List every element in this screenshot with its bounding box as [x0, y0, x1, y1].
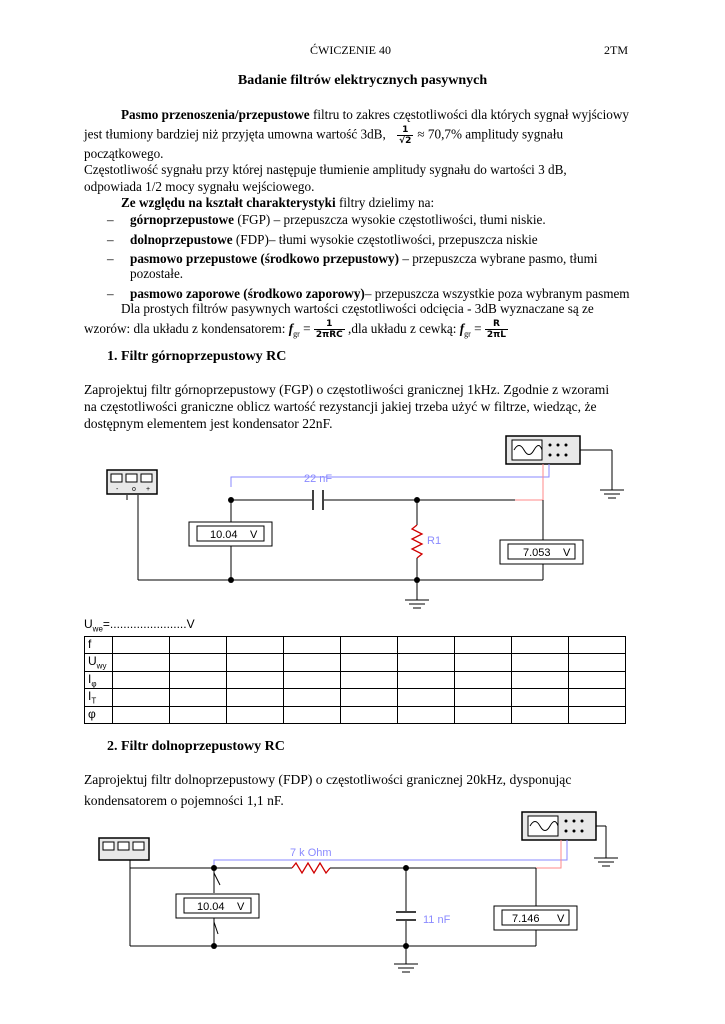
- formula-line-1: Dla prostych filtrów pasywnych wartości częstotliwości odcięcia - 3dB wyznaczane są ze: [121, 301, 594, 316]
- table-cell[interactable]: [398, 654, 455, 671]
- table-row-label: φ: [85, 706, 113, 723]
- table-row: [85, 637, 626, 654]
- table-row-label: $U_{wy}$: [85, 654, 113, 671]
- list-dash: –: [107, 212, 114, 227]
- table-cell[interactable]: [227, 706, 284, 723]
- list-item-rest: (FDP)– tłumi wysokie częstotliwości, przepuszcza niskie: [232, 232, 538, 247]
- meter-out-unit: V: [557, 913, 565, 925]
- intro-line-2a: jest tłumiony bardziej niż przyjęta umowna wartość 3dB,: [84, 126, 386, 142]
- intro-line-2b: ≈ 70,7% amplitudy sygnału: [417, 126, 564, 142]
- intro-line-1: [121, 107, 629, 123]
- table-cell[interactable]: [113, 654, 170, 671]
- list-dash: –: [107, 232, 114, 247]
- table-cell[interactable]: [341, 706, 398, 723]
- list-item-bold: dolnoprzepustowe: [130, 232, 233, 247]
- svg-text:+: +: [146, 486, 151, 493]
- table-cell[interactable]: [113, 671, 170, 688]
- table-row: [85, 654, 626, 671]
- table-cell[interactable]: [170, 671, 227, 688]
- list-dash: –: [107, 251, 114, 266]
- list-item: [107, 212, 647, 228]
- table-cell[interactable]: [227, 637, 284, 654]
- table-row: [85, 689, 626, 706]
- input-voltmeter: [189, 522, 272, 546]
- meter-in-value: 10.04: [210, 529, 238, 541]
- one-over-sqrt2-fraction: [397, 125, 413, 146]
- cap-den: 2πRC: [315, 330, 343, 341]
- section-2-heading: 2. Filtr dolnoprzepustowy RC: [107, 739, 285, 754]
- list-item-rest: (FGP) – przepuszcza wysokie częstotliwości, tłumi niskie.: [234, 212, 546, 227]
- table-cell[interactable]: [455, 671, 512, 688]
- table-cell[interactable]: [170, 654, 227, 671]
- resistor-label: 7 k Ohm: [290, 847, 332, 859]
- table-cell[interactable]: [284, 689, 341, 706]
- table-cell[interactable]: [455, 706, 512, 723]
- page-title: Badanie filtrów elektrycznych pasywnych: [237, 73, 488, 88]
- list-item-bold: pasmowo zaporowe (środkowo zaporowy): [130, 286, 365, 301]
- formula-line-2: [84, 318, 508, 346]
- table-cell[interactable]: [341, 637, 398, 654]
- passband-term: Pasmo przenoszenia/przepustowe: [121, 107, 310, 122]
- table-cell[interactable]: [170, 706, 227, 723]
- uwe-sub: we: [92, 624, 103, 634]
- svg-text:o: o: [132, 486, 136, 493]
- input-voltage-line: [84, 617, 195, 633]
- table-cell[interactable]: [512, 654, 569, 671]
- list-item: [107, 251, 647, 267]
- uwe-label: U: [84, 617, 93, 631]
- ind-den: 2πL: [486, 330, 506, 341]
- meter-in-unit: V: [250, 529, 258, 541]
- list-item-rest: – przepuszcza wszystkie poza wybranym pasmem: [364, 286, 630, 301]
- meter-out-value: 7.053: [523, 547, 551, 559]
- meter-out-unit: V: [563, 547, 571, 559]
- intro-line-3: początkowego.: [84, 146, 164, 161]
- table-cell[interactable]: [284, 654, 341, 671]
- frac-num: 1: [397, 125, 413, 136]
- formula-eq: =: [303, 321, 311, 336]
- table-cell[interactable]: [569, 671, 626, 688]
- intro-line-6-rest: filtry dzielimy na:: [335, 195, 435, 210]
- formula-text-b: ,dla układu z cewką:: [348, 321, 457, 336]
- section-2-p2: kondensatorem o pojemności 1,1 nF.: [84, 793, 284, 808]
- formula-f: f: [459, 321, 465, 336]
- table-cell[interactable]: [569, 689, 626, 706]
- intro-line-6: [121, 195, 434, 211]
- table-cell[interactable]: [341, 654, 398, 671]
- table-row-label: f: [85, 637, 113, 654]
- highpass-circuit: [0, 430, 725, 615]
- list-item-bold: górnoprzepustowe: [130, 212, 235, 227]
- capacitor-formula: [314, 319, 345, 340]
- table-row: [85, 671, 626, 688]
- lowpass-circuit: [0, 810, 725, 990]
- intro-line-5: odpowiada 1/2 mocy sygnału wejściowego.: [84, 179, 315, 194]
- table-row-label: $I_T$: [85, 689, 113, 706]
- svg-text:-: -: [116, 486, 119, 493]
- table-cell[interactable]: [341, 671, 398, 688]
- ind-num: R: [485, 319, 508, 330]
- table-cell[interactable]: [512, 689, 569, 706]
- resistor-label: R1: [427, 535, 442, 547]
- table-cell[interactable]: [170, 637, 227, 654]
- cap-num: 1: [314, 319, 345, 330]
- class-code: 2TM: [604, 43, 628, 57]
- table-cell[interactable]: [170, 689, 227, 706]
- table-cell[interactable]: [569, 654, 626, 671]
- input-voltmeter: [176, 894, 259, 918]
- section-2-p1: Zaprojektuj filtr dolnoprzepustowy (FDP) o częstotliwości granicznej 20kHz, dysponując: [84, 772, 572, 787]
- inductor-formula: [485, 319, 508, 340]
- formula-text-a: wzorów: dla układu z kondensatorem:: [84, 321, 286, 336]
- exercise-number: ĆWICZENIE 40: [310, 43, 391, 57]
- intro-line-6-bold: Ze względu na kształt charakterystyki: [121, 195, 336, 210]
- function-generator: [99, 838, 149, 860]
- table-cell[interactable]: [113, 706, 170, 723]
- list-item-rest: – przepuszcza wybrane pasmo, tłumi: [399, 251, 598, 266]
- table-row-label: $I_\varphi$: [85, 671, 113, 688]
- table-cell[interactable]: [113, 689, 170, 706]
- table-cell[interactable]: [455, 637, 512, 654]
- output-voltmeter: [494, 906, 577, 930]
- table-cell[interactable]: [398, 637, 455, 654]
- table-cell[interactable]: [512, 671, 569, 688]
- table-cell[interactable]: [398, 689, 455, 706]
- function-generator: [107, 470, 157, 494]
- table-cell[interactable]: [398, 671, 455, 688]
- capacitor-label: 11 nF: [423, 914, 451, 926]
- formula-f: f: [288, 321, 294, 336]
- formula-sub: gr: [293, 329, 300, 339]
- table-cell[interactable]: [284, 706, 341, 723]
- resistor-7k: [292, 863, 330, 873]
- meter-in-value: 10.04: [197, 901, 225, 913]
- list-item: [107, 232, 647, 248]
- table-cell[interactable]: [227, 671, 284, 688]
- table-cell[interactable]: [455, 689, 512, 706]
- oscilloscope: [506, 436, 580, 464]
- output-voltmeter: [500, 540, 583, 564]
- table-cell[interactable]: [455, 654, 512, 671]
- intro-line-4: Częstotliwość sygnału przy której następuje tłumienie amplitudy sygnału do wartości 3 dB,: [84, 162, 567, 177]
- table-cell[interactable]: [569, 706, 626, 723]
- list-item: [107, 286, 667, 302]
- resistor-r1: [412, 525, 422, 558]
- table-cell[interactable]: [284, 637, 341, 654]
- intro-line-1-rest: filtru to zakres częstotliwości dla których sygnał wyjściowy: [309, 107, 629, 122]
- table-cell[interactable]: [227, 654, 284, 671]
- section-1-p3: dostępnym elementem jest kondensator 22nF.: [84, 416, 333, 431]
- section-1-heading: 1. Filtr górnoprzepustowy RC: [107, 349, 287, 364]
- table-cell[interactable]: [512, 706, 569, 723]
- formula-eq: =: [474, 321, 482, 336]
- measurement-table: [84, 636, 626, 724]
- table-row: [85, 706, 626, 723]
- list-item-continuation: pozostałe.: [130, 266, 184, 281]
- table-cell[interactable]: [341, 689, 398, 706]
- frac-den: √2: [399, 136, 412, 146]
- list-dash: –: [107, 286, 114, 301]
- table-cell[interactable]: [569, 637, 626, 654]
- capacitor-label: 22 nF: [304, 473, 333, 485]
- table-cell[interactable]: [227, 689, 284, 706]
- table-cell[interactable]: [113, 637, 170, 654]
- section-1-p1: Zaprojektuj filtr górnoprzepustowy (FGP) o częstotliwości granicznej 1kHz. Zgodnie z wzorami: [84, 382, 610, 397]
- section-1-p2: na częstotliwości graniczne oblicz wartość rezystancji jakiej trzeba użyć w filtrze, wiedząc, że: [84, 399, 597, 414]
- table-cell[interactable]: [284, 671, 341, 688]
- formula-sub: gr: [464, 329, 471, 339]
- meter-in-unit: V: [237, 901, 245, 913]
- oscilloscope: [522, 812, 596, 840]
- list-item-bold: pasmowo przepustowe (środkowo przepustowy): [130, 251, 400, 266]
- capacitor-22nf: [313, 490, 323, 510]
- table-cell[interactable]: [512, 637, 569, 654]
- intro-line-2: [84, 125, 563, 146]
- meter-out-value: 7.146: [512, 913, 540, 925]
- table-cell[interactable]: [398, 706, 455, 723]
- uwe-rest: =.......................V: [102, 617, 195, 631]
